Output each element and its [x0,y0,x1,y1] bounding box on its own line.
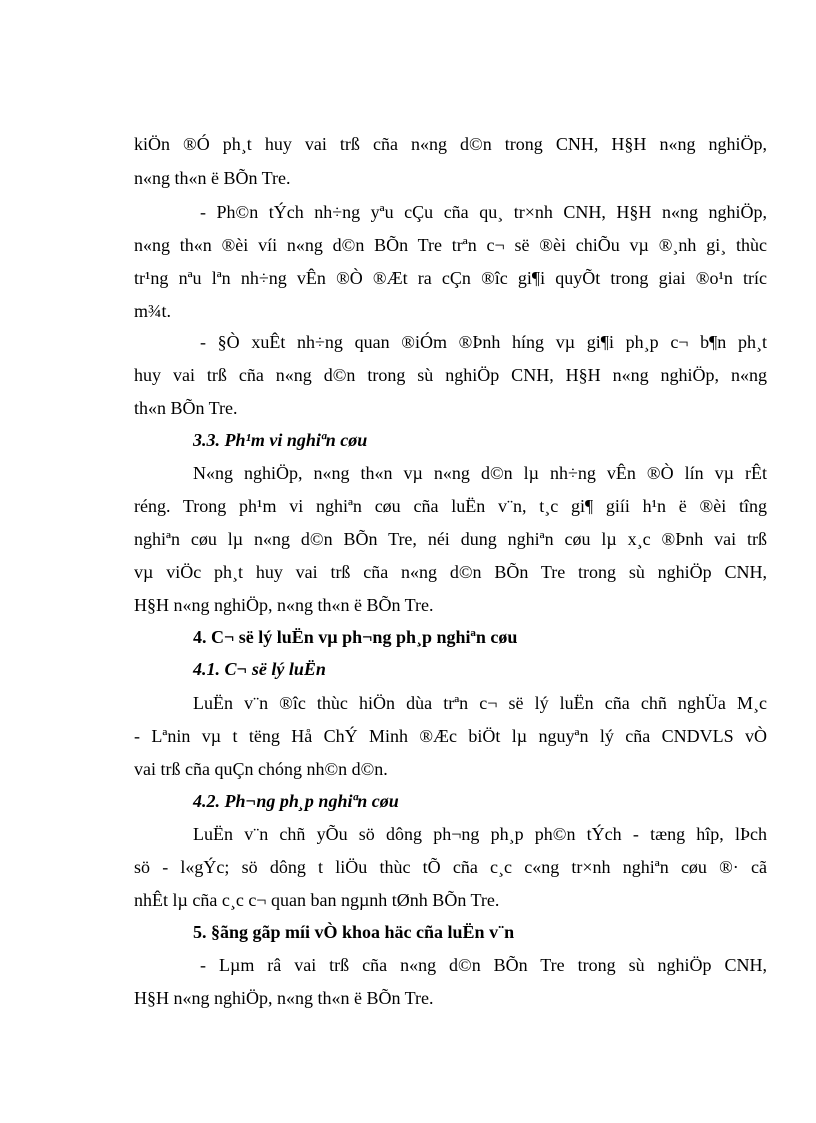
section-heading: 3.3. Ph¹m vi nghiªn cøu [193,430,368,450]
section-heading: 5. §ãng gãp míi vÒ khoa häc cña luËn v¨n [193,922,515,942]
paragraph-line: N«ng nghiÖp, n«ng th«n vµ n«ng d©n lµ nh÷ng vÊn ®Ò lín vµ rÊt [193,463,767,483]
paragraph-line: nghiªn cøu lµ n«ng d©n BÕn Tre, néi dung nghiªn cøu lµ x¸c ®Þnh vai trß [134,529,767,549]
paragraph-line: H§H n«ng nghiÖp, n«ng th«n ë BÕn Tre. [134,988,434,1008]
paragraph-line: n«ng th«n ®èi víi n«ng d©n BÕn Tre trªn c¬ së ®èi chiÕu vµ ®¸nh gi¸ thùc [134,235,767,255]
paragraph-line: réng. Trong ph¹m vi nghiªn cøu cña luËn v¨n, t¸c gi¶ giíi h¹n ë ®èi tîng [134,496,767,516]
paragraph-line: n«ng th«n ë BÕn Tre. [134,168,291,188]
paragraph-line: th«n BÕn Tre. [134,398,238,418]
paragraph-line: kiÖn ®Ó ph¸t huy vai trß cña n«ng d©n trong CNH, H§H n«ng nghiÖp, [134,134,767,154]
paragraph-line: - Lµm râ vai trß cña n«ng d©n BÕn Tre trong sù nghiÖp CNH, [200,955,767,975]
paragraph-line: LuËn v¨n chñ yÕu sö dông ph¬ng ph¸p ph©n tÝch - tæng hîp, lÞch [193,824,767,844]
section-heading: 4.1. C¬ së lý luËn [193,659,326,679]
paragraph-line: - Ph©n tÝch nh÷ng yªu cÇu cña qu¸ tr×nh CNH, H§H n«ng nghiÖp, [200,202,767,222]
section-heading: 4. C¬ së lý luËn vµ ph¬ng ph¸p nghiªn cøu [193,627,518,647]
paragraph-line: H§H n«ng nghiÖp, n«ng th«n ë BÕn Tre. [134,595,434,615]
paragraph-line: vai trß cña quÇn chóng nh©n d©n. [134,759,388,779]
section-heading: 4.2. Ph¬ng ph¸p nghiªn cøu [193,791,399,811]
paragraph-line: - §Ò xuÊt nh÷ng quan ®iÓm ®Þnh híng vµ gi¶i ph¸p c¬ b¶n ph¸t [200,332,767,352]
paragraph-line: vµ viÖc ph¸t huy vai trß cña n«ng d©n BÕn Tre trong sù nghiÖp CNH, [134,562,767,582]
paragraph-line: tr¹ng nªu lªn nh÷ng vÊn ®Ò ®Æt ra cÇn ®îc gi¶i quyÕt trong giai ®o¹n tríc [134,268,767,288]
paragraph-line: sö - l«gÝc; sö dông t liÖu thùc tÕ cña c¸c c«ng tr×nh nghiªn cøu ®· cã [134,857,767,877]
paragraph-line: nhÊt lµ cña c¸c c¬ quan ban ngµnh tØnh BÕn Tre. [134,890,500,910]
paragraph-line: - Lªnin vµ t tëng Hå ChÝ Minh ®Æc biÖt lµ nguyªn lý cña CNDVLS vÒ [134,726,767,746]
paragraph-line: huy vai trß cña n«ng d©n trong sù nghiÖp CNH, H§H n«ng nghiÖp, n«ng [134,365,767,385]
paragraph-line: LuËn v¨n ®îc thùc hiÖn dùa trªn c¬ së lý luËn cña chñ nghÜa M¸c [193,693,767,713]
paragraph-line: m¾t. [134,301,172,321]
